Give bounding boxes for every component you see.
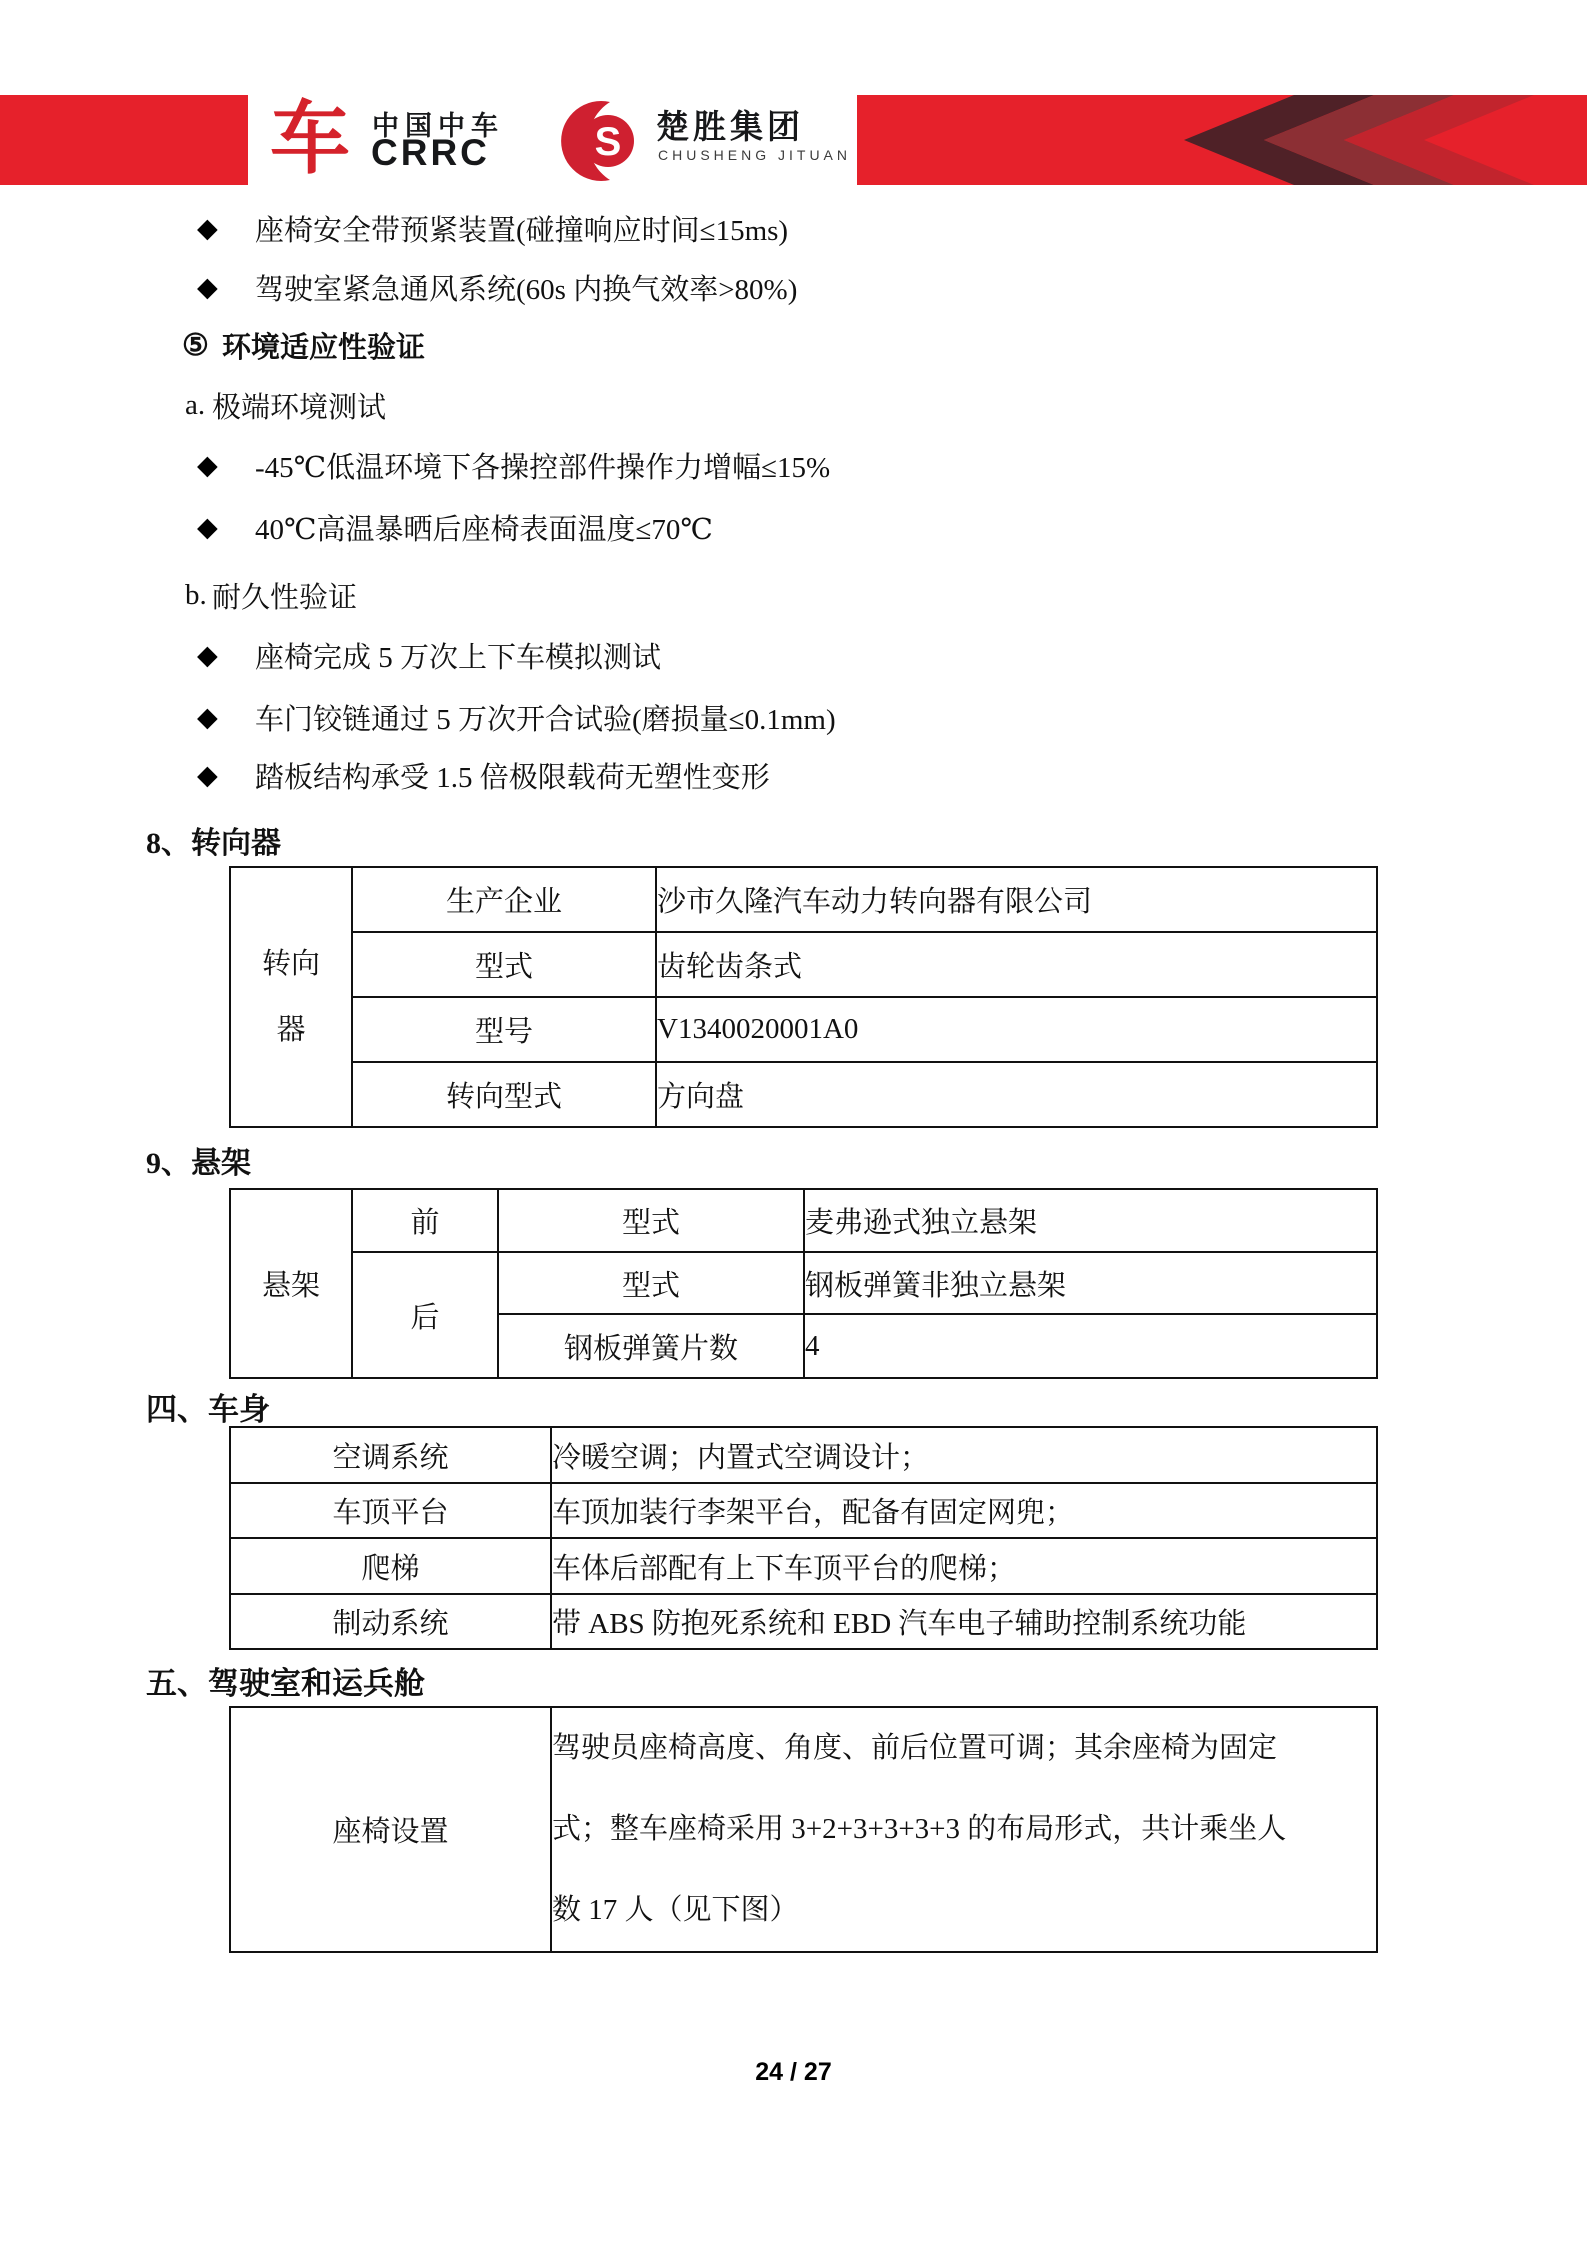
cabin-value-line: 驾驶员座椅高度、角度、前后位置可调；其余座椅为固定 — [552, 1732, 1278, 1764]
steering-row-value: 沙市久隆汽车动力转向器有限公司 — [656, 867, 1377, 932]
bullet-cab-ventilation — [0, 267, 1500, 307]
bullet-text: 40℃高温暴晒后座椅表面温度≤70℃ — [255, 513, 713, 546]
page-number: 24 / 27 — [755, 2058, 832, 2086]
body-row-label: 爬梯 — [230, 1538, 551, 1594]
suspension-row-value: 麦弗逊式独立悬架 — [804, 1189, 1377, 1252]
steering-row-value: V1340020001A0 — [656, 997, 1377, 1062]
header-left-red-block — [0, 95, 248, 185]
bullet-text: -45℃低温环境下各操控部件操作力增幅≤15% — [255, 451, 831, 484]
steering-row-value: 齿轮齿条式 — [656, 932, 1377, 997]
body-row-label: 空调系统 — [230, 1427, 551, 1483]
suspension-row-label: 型式 — [498, 1252, 804, 1314]
heading-cab-and-troop-compartment: 五、驾驶室和运兵舱 — [146, 1666, 425, 1701]
diamond-bullet-icon: ◆ — [197, 212, 218, 243]
chusheng-latin-name: CHUSHENG JITUAN — [658, 147, 852, 163]
bullet-seat-cycle-test — [0, 635, 1500, 675]
bullet-seatbelt-pretensioner — [0, 208, 1500, 248]
cabin-value-line: 数 17 人（见下图） — [552, 1894, 799, 1926]
body-row-label: 制动系统 — [230, 1594, 551, 1649]
letter-marker: a. — [185, 388, 206, 421]
body-row-value: 冷暖空调；内置式空调设计； — [551, 1427, 1377, 1483]
steering-row-label: 生产企业 — [352, 867, 656, 932]
page-header — [0, 95, 1587, 185]
circled-five-icon: ⑤ — [182, 328, 209, 362]
crrc-latin-name: CRRC — [371, 132, 490, 173]
steering-group-cell — [230, 867, 352, 1127]
bullet-low-temperature — [0, 445, 1500, 485]
body-row-value: 车体后部配有上下车顶平台的爬梯； — [551, 1538, 1377, 1594]
body-row-label: 车顶平台 — [230, 1483, 551, 1538]
crrc-emblem-icon: 车 — [270, 96, 350, 184]
suspension-table — [229, 1188, 1378, 1379]
crrc-chinese-name: 中国中车 — [372, 111, 504, 141]
item-text: 极端环境测试 — [212, 391, 387, 424]
bullet-text: 车门铰链通过 5 万次开合试验(磨损量≤0.1mm) — [255, 703, 836, 736]
vehicle-body-table — [229, 1426, 1378, 1650]
body-row-value: 车顶加装行李架平台，配备有固定网兜； — [551, 1483, 1377, 1538]
diamond-bullet-icon: ◆ — [197, 511, 218, 542]
subheading-environment-validation — [0, 325, 1500, 365]
header-right-red-band — [857, 95, 1587, 185]
diamond-bullet-icon: ◆ — [197, 271, 218, 302]
steering-group-label: 转向器 — [261, 948, 320, 1046]
bullet-text: 踏板结构承受 1.5 倍极限载荷无塑性变形 — [255, 761, 770, 794]
chusheng-emblem-letter: S — [594, 120, 622, 164]
heading-steering-gear: 8、转向器 — [146, 827, 281, 860]
cabin-table — [229, 1706, 1378, 1953]
cabin-row-value — [551, 1707, 1377, 1952]
cabin-row-label: 座椅设置 — [230, 1707, 551, 1952]
item-text: 耐久性验证 — [212, 581, 358, 614]
steering-row-label: 型式 — [352, 932, 656, 997]
diamond-bullet-icon: ◆ — [197, 449, 218, 480]
item-extreme-environment-test — [0, 385, 1500, 425]
diamond-bullet-icon: ◆ — [197, 639, 218, 670]
chusheng-emblem-icon — [558, 98, 646, 184]
steering-table — [229, 866, 1378, 1128]
suspension-rear-cell: 后 — [352, 1252, 498, 1378]
item-durability-validation — [0, 575, 1500, 615]
bullet-text: 座椅安全带预紧装置(碰撞响应时间≤15ms) — [255, 214, 789, 247]
suspension-row-label: 型式 — [498, 1189, 804, 1252]
diamond-bullet-icon: ◆ — [197, 701, 218, 732]
suspension-group-cell: 悬架 — [230, 1189, 352, 1378]
suspension-row-value: 钢板弹簧非独立悬架 — [804, 1252, 1377, 1314]
bullet-high-temperature — [0, 507, 1500, 547]
heading-vehicle-body: 四、车身 — [146, 1392, 270, 1427]
body-row-value: 带 ABS 防抱死系统和 EBD 汽车电子辅助控制系统功能 — [551, 1594, 1377, 1649]
steering-row-value: 方向盘 — [656, 1062, 1377, 1127]
suspension-row-value: 4 — [804, 1314, 1377, 1378]
steering-row-label: 转向型式 — [352, 1062, 656, 1127]
diamond-bullet-icon: ◆ — [197, 759, 218, 790]
suspension-row-label: 钢板弹簧片数 — [498, 1314, 804, 1378]
bullet-pedal-load-test — [0, 755, 1500, 795]
bullet-text: 座椅完成 5 万次上下车模拟测试 — [255, 641, 662, 674]
letter-marker: b. — [185, 578, 207, 611]
cabin-value-line: 式；整车座椅采用 3+2+3+3+3+3 的布局形式，共计乘坐人 — [552, 1813, 1287, 1845]
steering-row-label: 型号 — [352, 997, 656, 1062]
bullet-door-hinge-test — [0, 697, 1500, 737]
subheading-text: 环境适应性验证 — [222, 331, 426, 364]
heading-suspension: 9、悬架 — [146, 1147, 251, 1180]
suspension-front-cell: 前 — [352, 1189, 498, 1252]
bullet-text: 驾驶室紧急通风系统(60s 内换气效率>80%) — [255, 273, 798, 306]
chusheng-chinese-name: 楚胜集团 — [656, 110, 804, 146]
